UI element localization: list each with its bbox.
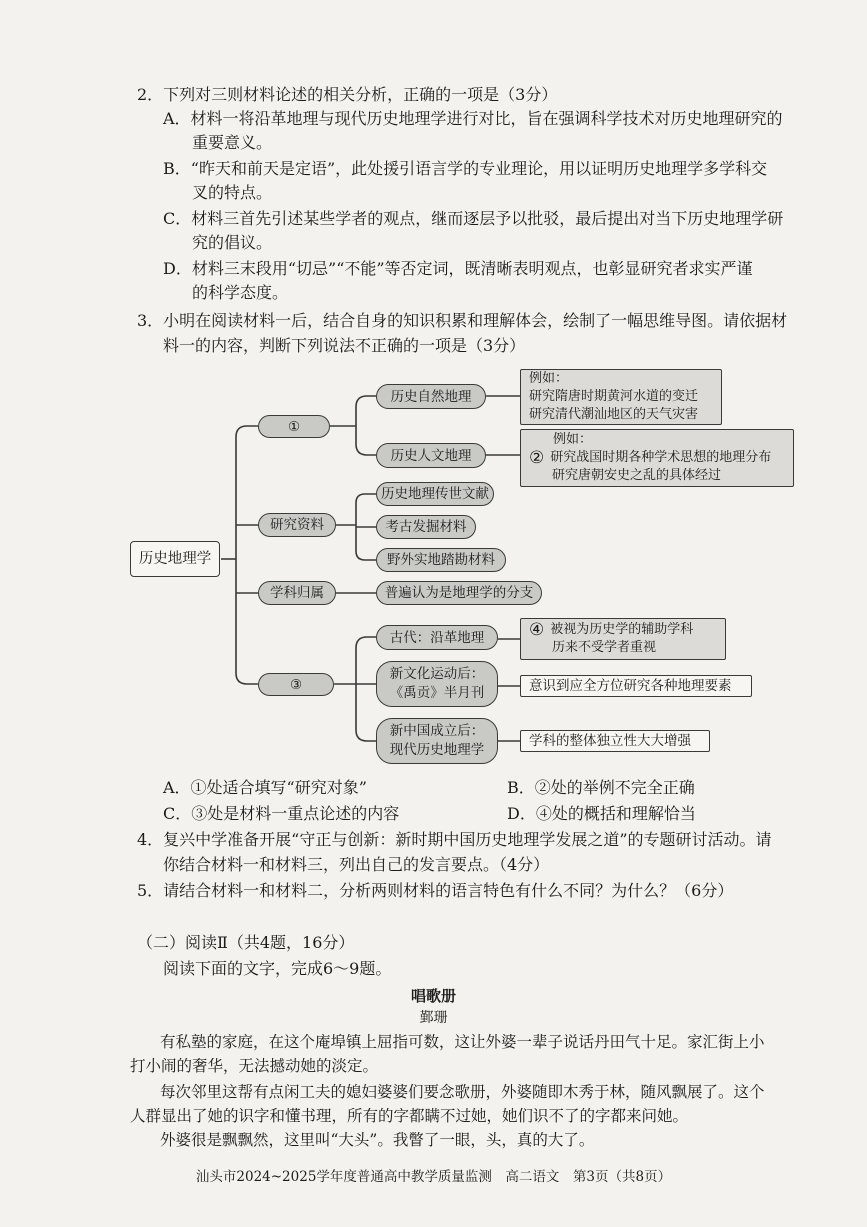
branch-1-natural-geography: 历史自然地理 <box>376 384 486 409</box>
q3-option-a: A．①处适合填写“研究对象” <box>163 778 367 797</box>
q2-option-b: B．“昨天和前天是定语”，此处援引语言学的专业理论，用以证明历史地理学多学科交 <box>163 159 768 178</box>
q2-option-a: A．材料一将沿革地理与现代历史地理学进行对比，旨在强调科学技术对历史地理研究的 <box>163 109 783 128</box>
q2-option-c: C．材料三首先引述某些学者的观点，继而逐层予以批驳，最后提出对当下历史地理学研 <box>163 209 784 228</box>
ancient-note-line-1: 被视为历史学的辅助学科 <box>550 622 694 637</box>
page-footer: 汕头市2024~2025学年度普通高中教学质量监测 高二语文 第3页（共8页） <box>195 1169 672 1185</box>
ancient-note <box>520 618 726 660</box>
question-4-stem: 4．复兴中学准备开展“守正与创新：新时期中国历史地理学发展之道”的专题研讨活动。请 <box>137 830 772 849</box>
question-4-stem-cont: 你结合材料一和材料三，列出自己的发言要点。（4分） <box>163 855 550 874</box>
q2-option-b-cont: 叉的特点。 <box>192 183 273 202</box>
prc-line-1: 新中国成立后： <box>389 723 485 739</box>
question-5-stem: 5．请结合材料一和材料二，分析两则材料的语言特色有什么不同？为什么？（6分） <box>137 881 734 900</box>
example-line-4: 研究唐朝安史之乱的具体经过 <box>552 468 722 483</box>
paragraph-1-line-2: 打小闹的奢华，无法撼动她的淡定。 <box>130 1057 379 1075</box>
prc-line-2: 现代历史地理学 <box>389 742 485 758</box>
human-geography-example <box>520 429 794 487</box>
paragraph-2-line-1: 每次邻里这帮有点闲工夫的媳妇婆婆们要念歌册，外婆随即木秀于林，随风飘展了。这个 <box>160 1083 765 1101</box>
prc-note: 学科的整体独立性大大增强 <box>520 730 710 752</box>
q3-option-b: B．②处的举例不完全正确 <box>507 778 695 797</box>
discipline-branch-of-geography: 普遍认为是地理学的分支 <box>376 581 542 605</box>
marker-4: ④ <box>529 620 545 640</box>
prc-founding <box>376 718 498 764</box>
branch-2-research-materials: 研究资料 <box>258 513 336 537</box>
q2-option-c-cont: 究的倡议。 <box>192 233 273 252</box>
q2-option-d: D．材料三末段用“切忌”“不能”等否定词，既清晰表明观点，也彰显研究者求实严谨 <box>163 259 753 278</box>
new-culture-line-1: 新文化运动后： <box>389 666 485 682</box>
marker-2: ② <box>529 448 545 468</box>
ancient-evolution-geography: 古代：沿革地理 <box>376 625 498 650</box>
material-archaeology: 考古发掘材料 <box>376 515 476 539</box>
paragraph-1-line-1: 有私塾的家庭，在这个庵埠镇上屈指可数，这让外婆一辈子说话丹田气十足。家汇街上小 <box>160 1033 765 1051</box>
passage-title: 唱歌册 <box>410 987 456 1005</box>
branch-1-blank: ① <box>258 415 330 438</box>
q2-option-a-cont: 重要意义。 <box>192 133 273 152</box>
material-fieldwork: 野外实地踏勘材料 <box>376 548 506 572</box>
section-2-instruction: 阅读下面的文字，完成6～9题。 <box>163 959 392 978</box>
question-2-stem: 2．下列对三则材料论述的相关分析，正确的一项是（3分） <box>137 85 558 104</box>
mind-map-root: 历史地理学 <box>130 541 220 577</box>
paragraph-3-line-1: 外婆很是飘飘然，这里叫“大头”。我瞥了一眼，头，真的大了。 <box>160 1131 595 1149</box>
example-line-3: 研究战国时期各种学术思想的地理分布 <box>550 450 772 465</box>
question-3-stem-cont: 料一的内容，判断下列说法不正确的一项是（3分） <box>163 336 526 355</box>
natural-geography-example <box>520 369 722 425</box>
new-culture-line-2: 《禹贡》半月刊 <box>389 685 485 701</box>
example-line-1: 研究隋唐时期黄河水道的变迁 <box>529 389 699 404</box>
q3-option-d: D．④处的概括和理解恰当 <box>507 804 696 823</box>
passage-author: 鄞珊 <box>419 1010 448 1026</box>
q3-option-c: C．③处是材料一重点论述的内容 <box>163 804 400 823</box>
example-label: 例如： <box>529 371 569 386</box>
branch-1-human-geography: 历史人文地理 <box>376 443 486 468</box>
section-2-heading: （二）阅读Ⅱ（共4题，16分） <box>137 933 355 952</box>
question-3-stem: 3．小明在阅读材料一后，结合自身的知识积累和理解体会，绘制了一幅思维导图。请依据材 <box>137 311 788 330</box>
branch-4-blank: ③ <box>258 673 334 696</box>
paragraph-2-line-2: 人群显出了她的识字和懂书理，所有的字都瞒不过她，她们识不了的字都来问她。 <box>130 1107 689 1125</box>
new-culture-movement <box>376 661 498 707</box>
example-line-2: 研究清代潮汕地区的天气灾害 <box>529 407 699 422</box>
q2-option-d-cont: 的科学态度。 <box>192 283 289 302</box>
new-culture-note: 意识到应全方位研究各种地理要素 <box>520 675 752 697</box>
branch-3-discipline: 学科归属 <box>258 581 336 605</box>
material-documents: 历史地理传世文献 <box>376 482 494 506</box>
ancient-note-line-2: 历来不受学者重视 <box>552 640 657 655</box>
example-label-2: 例如： <box>553 432 593 447</box>
